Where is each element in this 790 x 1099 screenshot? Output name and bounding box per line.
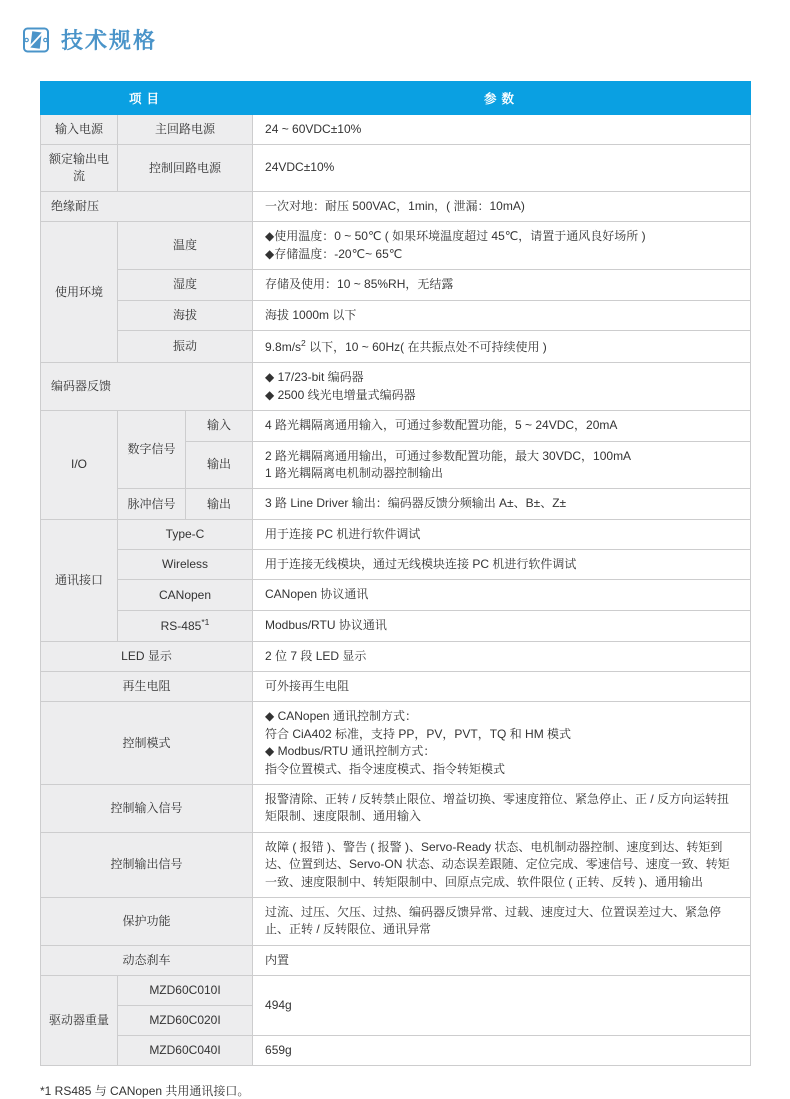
group-label-environment: 使用环境 [41, 222, 118, 363]
cell-value: 内置 [253, 945, 751, 975]
cell-value: CANopen 协议通讯 [253, 580, 751, 610]
row-insulation [41, 191, 751, 221]
row-led-display [41, 641, 751, 671]
row-sublabel: Type-C [118, 519, 253, 549]
row-weight-model3 [41, 1035, 751, 1065]
row-sublabel: 主回路电源 [118, 115, 253, 145]
row-label: 保护功能 [41, 897, 253, 945]
row-env-humidity [41, 270, 751, 300]
model-name: MZD60C020I [118, 1005, 253, 1035]
row-sublabel: Wireless [118, 550, 253, 580]
cell-value: 可外接再生电阻 [253, 672, 751, 702]
row-label: 输入电源 [41, 115, 118, 145]
row-env-altitude [41, 300, 751, 330]
row-sublabel2: 输出 [186, 489, 253, 519]
value-line: 指令位置模式、指令速度模式、指令转矩模式 [265, 761, 506, 776]
row-label: 编码器反馈 [41, 363, 253, 411]
row-comm-typec [41, 519, 751, 549]
value-line: ◆存储温度：-20℃~ 65℃ [265, 246, 403, 261]
row-comm-rs485 [41, 610, 751, 641]
cell-value: 24VDC±10% [253, 145, 751, 192]
row-dynamic-brake [41, 945, 751, 975]
cell-value: 4 路光耦隔离通用输入，可通过参数配置功能，5 ~ 24VDC，20mA [253, 411, 751, 441]
row-io-digital-input [41, 411, 751, 441]
spec-table [40, 81, 751, 1066]
value-line: ◆ 17/23-bit 编码器 [265, 370, 364, 385]
row-sublabel: 控制回路电源 [118, 145, 253, 192]
value-line: 1 路光耦隔离电机制动器控制输出 [265, 465, 444, 480]
cell-value: 24 ~ 60VDC±10% [253, 115, 751, 145]
row-comm-wireless [41, 550, 751, 580]
row-label: 控制输入信号 [41, 784, 253, 832]
row-env-temperature [41, 222, 751, 270]
cell-value: 3 路 Line Driver 输出：编码器反馈分频输出 A±、B±、Z± [253, 489, 751, 519]
row-sublabel: 温度 [118, 222, 253, 270]
value-prefix: 9.8m/s [265, 339, 302, 354]
cell-value: 2 位 7 段 LED 显示 [253, 641, 751, 671]
row-protection [41, 897, 751, 945]
component-icon [22, 26, 50, 54]
cell-value [253, 363, 751, 411]
row-control-input [41, 784, 751, 832]
row-sublabel: 脉冲信号 [118, 489, 186, 519]
table-header-row [41, 82, 751, 115]
row-sublabel: 湿度 [118, 270, 253, 300]
model-name: MZD60C010I [118, 976, 253, 1006]
cell-value: 用于连接无线模块，通过无线模块连接 PC 机进行软件调试 [253, 550, 751, 580]
row-sublabel2: 输出 [186, 441, 253, 489]
cell-value: 用于连接 PC 机进行软件调试 [253, 519, 751, 549]
row-weight-model1 [41, 976, 751, 1006]
cell-value [253, 222, 751, 270]
value-suffix: 以下，10 ~ 60Hz( 在共振点处不可持续使用 ) [305, 339, 547, 354]
cell-value: 报警清除、正转 / 反转禁止限位、增益切换、零速度箝位、紧急停止、正 / 反方向运转扭矩限制、速度限制、通用输入 [253, 784, 751, 832]
page-title: 技术规格 [61, 28, 158, 53]
row-label: 额定输出电流 [41, 145, 118, 192]
row-label: 绝缘耐压 [41, 191, 253, 221]
cell-value [253, 441, 751, 489]
page-header [22, 24, 790, 55]
row-control-output [41, 832, 751, 897]
value-line: ◆使用温度：0 ~ 50℃ ( 如果环境温度超过 45℃，请置于通风良好场所 ) [265, 229, 646, 244]
cell-value: 存储及使用：10 ~ 85%RH，无结露 [253, 270, 751, 300]
header-item-cell: 项目 [41, 82, 253, 115]
row-sublabel: 振动 [118, 330, 253, 362]
cell-value: 过流、过压、欠压、过热、编码器反馈异常、过载、速度过大、位置误差过大、紧急停止、正转 / 反转限位、通讯异常 [253, 897, 751, 945]
row-sublabel: 海拔 [118, 300, 253, 330]
rs485-footnote-marker: *1 [201, 616, 210, 627]
row-input-power [41, 115, 751, 145]
header-param-cell: 参数 [253, 82, 751, 115]
value-line: 2 路光耦隔离通用输出，可通过参数配置功能，最大 30VDC，100mA [265, 448, 632, 463]
cell-value [253, 702, 751, 785]
cell-value: 659g [253, 1035, 751, 1065]
value-superscript: 2 [301, 337, 306, 348]
cell-value: Modbus/RTU 协议通讯 [253, 610, 751, 641]
value-line: ◆ 2500 线光电增量式编码器 [265, 387, 416, 402]
cell-value: 一次对地：耐压 500VAC，1min，( 泄漏：10mA) [253, 191, 751, 221]
group-label-io: I/O [41, 411, 118, 520]
footnote: *1 RS485 与 CANopen 共用通讯接口。 [40, 1084, 250, 1099]
row-sublabel: CANopen [118, 580, 253, 610]
cell-value: 故障 ( 报错 )、警告 ( 报警 )、Servo-Ready 状态、电机制动器控制、速度到达、转矩到达、位置到达、Servo-ON 状态、动态误差跟随、定位完成、零速信号、速度一致、转矩一致、速度限制中、转矩限制中、回原点完成、软件限位 ( 正转、反转 )、通用输出 [253, 832, 751, 897]
value-line: ◆ CANopen 通讯控制方式： [265, 709, 417, 724]
row-label: LED 显示 [41, 641, 253, 671]
group-label-weight: 驱动器重量 [41, 976, 118, 1066]
row-sublabel2: 输入 [186, 411, 253, 441]
row-encoder-feedback [41, 363, 751, 411]
row-control-mode [41, 702, 751, 785]
value-line: ◆ Modbus/RTU 通讯控制方式： [265, 744, 436, 759]
row-io-pulse-output [41, 489, 751, 519]
row-sublabel [118, 610, 253, 641]
value-line: 符合 CiA402 标准，支持 PP，PV，PVT，TQ 和 HM 模式 [265, 726, 572, 741]
cell-value: 海拔 1000m 以下 [253, 300, 751, 330]
row-sublabel: 数字信号 [118, 411, 186, 489]
row-label: 控制模式 [41, 702, 253, 785]
row-regen-resistor [41, 672, 751, 702]
row-label: 控制输出信号 [41, 832, 253, 897]
row-label: 动态刹车 [41, 945, 253, 975]
row-label: 再生电阻 [41, 672, 253, 702]
row-comm-canopen [41, 580, 751, 610]
row-rated-current [41, 145, 751, 192]
model-name: MZD60C040I [118, 1035, 253, 1065]
rs485-label: RS-485 [160, 618, 202, 633]
cell-value [253, 330, 751, 362]
group-label-comm: 通讯接口 [41, 519, 118, 641]
cell-value: 494g [253, 976, 751, 1036]
row-env-vibration [41, 330, 751, 362]
